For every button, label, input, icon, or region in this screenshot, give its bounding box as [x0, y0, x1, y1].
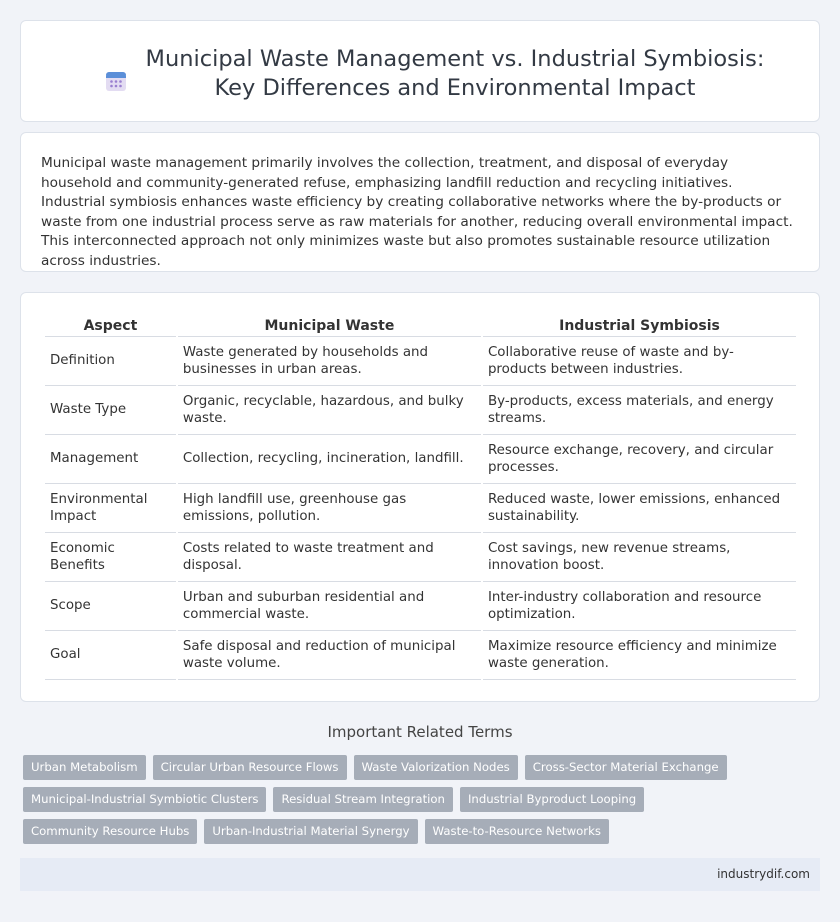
table-row: [45, 386, 796, 435]
comparison-table-card: [20, 292, 820, 702]
table-row: [45, 337, 796, 386]
related-term-tag[interactable]: Cross-Sector Material Exchange: [525, 755, 727, 780]
header-municipal-waste: Municipal Waste: [178, 315, 481, 337]
row-industrial: Reduced waste, lower emissions, enhanced sustainability.: [483, 484, 796, 533]
table-row: [45, 631, 796, 680]
table-row: [45, 582, 796, 631]
row-industrial: By-products, excess materials, and energy streams.: [483, 386, 796, 435]
row-aspect: Economic Benefits: [45, 533, 176, 582]
related-term-tag[interactable]: Urban-Industrial Material Synergy: [204, 819, 417, 844]
table-row: [45, 533, 796, 582]
intro-paragraph: Municipal waste management primarily involves the collection, treatment, and disposal of everyday household and community-generated refuse, emphasizing landfill reduction and recycling initiatives. Industrial symbiosis enhances waste efficiency by creating collaborative networks where the by-products or waste from one industrial process serve as raw materials for another, reducing overall environmental impact. This interconnected approach not only minimizes waste but also promotes sustainable resource utilization across industries.: [41, 155, 793, 269]
row-aspect: Management: [45, 435, 176, 484]
header-industrial-symbiosis: Industrial Symbiosis: [483, 315, 796, 337]
comparison-table: [43, 315, 798, 680]
related-terms-list: [23, 755, 813, 851]
row-municipal: Collection, recycling, incineration, landfill.: [178, 435, 481, 484]
row-aspect: Scope: [45, 582, 176, 631]
row-industrial: Resource exchange, recovery, and circular processes.: [483, 435, 796, 484]
row-municipal: High landfill use, greenhouse gas emissions, pollution.: [178, 484, 481, 533]
related-term-tag[interactable]: Community Resource Hubs: [23, 819, 197, 844]
row-industrial: Inter-industry collaboration and resource optimization.: [483, 582, 796, 631]
row-aspect: Waste Type: [45, 386, 176, 435]
row-industrial: Maximize resource efficiency and minimize waste generation.: [483, 631, 796, 680]
related-term-tag[interactable]: Circular Urban Resource Flows: [153, 755, 347, 780]
row-municipal: Urban and suburban residential and commercial waste.: [178, 582, 481, 631]
row-aspect: Environmental Impact: [45, 484, 176, 533]
table-header-row: [45, 315, 796, 337]
row-aspect: Goal: [45, 631, 176, 680]
page-title: Municipal Waste Management vs. Industrial Symbiosis: Key Differences and Environmental Impact: [145, 46, 765, 101]
title-card: [20, 20, 820, 122]
row-industrial: Collaborative reuse of waste and by-products between industries.: [483, 337, 796, 386]
row-aspect: Definition: [45, 337, 176, 386]
intro-card: [20, 132, 820, 272]
table-row: [45, 435, 796, 484]
related-term-tag[interactable]: Waste Valorization Nodes: [354, 755, 518, 780]
header-aspect: Aspect: [45, 315, 176, 337]
table-row: [45, 484, 796, 533]
related-term-tag[interactable]: Residual Stream Integration: [273, 787, 452, 812]
footer-site-link[interactable]: industrydif.com: [717, 867, 810, 881]
row-municipal: Waste generated by households and businesses in urban areas.: [178, 337, 481, 386]
row-municipal: Organic, recyclable, hazardous, and bulky waste.: [178, 386, 481, 435]
related-term-tag[interactable]: Urban Metabolism: [23, 755, 146, 780]
related-term-tag[interactable]: Waste-to-Resource Networks: [425, 819, 609, 844]
row-municipal: Safe disposal and reduction of municipal waste volume.: [178, 631, 481, 680]
related-term-tag[interactable]: Municipal-Industrial Symbiotic Clusters: [23, 787, 266, 812]
related-term-tag[interactable]: Industrial Byproduct Looping: [460, 787, 644, 812]
row-municipal: Costs related to waste treatment and disposal.: [178, 533, 481, 582]
row-industrial: Cost savings, new revenue streams, innovation boost.: [483, 533, 796, 582]
footer: [20, 858, 820, 891]
related-terms-heading: Important Related Terms: [327, 723, 513, 741]
